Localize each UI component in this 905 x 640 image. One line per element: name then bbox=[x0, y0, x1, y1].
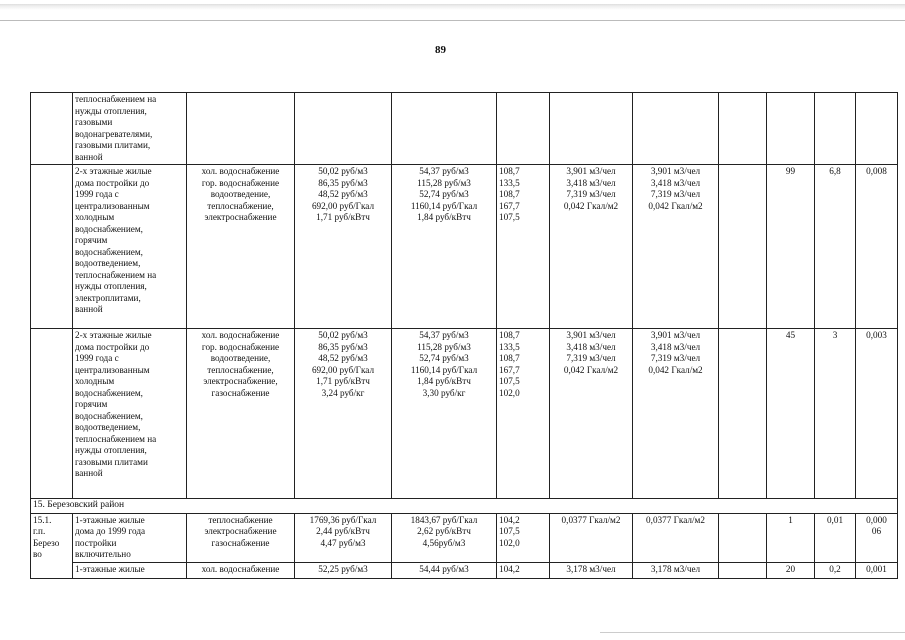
norm-old-cell bbox=[550, 165, 633, 329]
text-line: 1160,14 руб/Гкал bbox=[410, 200, 478, 211]
text-line: холодным bbox=[75, 376, 115, 386]
scan-line bbox=[600, 632, 905, 633]
text-line: 1,71 руб/кВтч bbox=[316, 376, 370, 386]
col-a-cell: 20 bbox=[767, 562, 815, 578]
col-c-cell: 0,003 bbox=[856, 329, 898, 499]
tariff-old-cell bbox=[295, 513, 392, 562]
text-line: горячим bbox=[75, 235, 108, 245]
tariff-new-cell bbox=[392, 329, 497, 499]
text-line: 0,042 Гкал/м2 bbox=[563, 200, 619, 211]
table-row bbox=[31, 329, 898, 499]
text-line: теплоснабжение, bbox=[207, 200, 274, 211]
section-title: 15. Березовский район bbox=[31, 499, 898, 514]
norm-old-cell bbox=[550, 93, 633, 165]
services-cell bbox=[187, 513, 295, 562]
text-line: дома до 1999 года bbox=[75, 526, 146, 536]
tariff-old-cell bbox=[295, 93, 392, 165]
text-line: 1,71 руб/кВтч bbox=[316, 212, 370, 222]
text-line: дома постройки до bbox=[75, 177, 150, 188]
tariff-new-cell: 54,44 руб/м3 bbox=[392, 562, 497, 578]
text-line: водоотведением, bbox=[75, 258, 141, 268]
text-line: 107,5 bbox=[499, 526, 520, 536]
text-line: 1-этажные жилые bbox=[75, 514, 145, 525]
norm-new-cell: 0,0377 Гкал/м2 bbox=[633, 513, 719, 562]
text-line: 3,418 м3/чел bbox=[650, 177, 701, 188]
text-line: 108,7 bbox=[499, 330, 520, 340]
norm-new-cell bbox=[633, 329, 719, 499]
text-line: электроплитами, bbox=[75, 292, 141, 303]
col-c-cell bbox=[856, 93, 898, 165]
scan-edge bbox=[0, 4, 905, 10]
text-line: 1999 года с bbox=[75, 353, 119, 363]
tariff-old-cell bbox=[295, 165, 392, 329]
table-row bbox=[31, 513, 898, 562]
page-number: 89 bbox=[435, 44, 446, 56]
text-line: 3,901 м3/чел bbox=[650, 166, 701, 176]
col-b-cell: 3 bbox=[815, 329, 856, 499]
col-c-cell: 0,001 bbox=[856, 562, 898, 578]
text-line: 50,02 руб/м3 bbox=[318, 166, 368, 176]
text-line: 108,7 bbox=[499, 189, 520, 199]
text-line: газовыми bbox=[75, 117, 113, 127]
empty-cell bbox=[719, 513, 767, 562]
text-line: централизованным bbox=[75, 200, 150, 211]
text-line: 167,7 bbox=[499, 200, 520, 211]
text-line: ванной bbox=[75, 151, 103, 162]
text-line: газоснабжение bbox=[211, 387, 270, 398]
text-line: дома постройки до bbox=[75, 341, 150, 352]
text-line: централизованным bbox=[75, 364, 150, 375]
text-line: водоотведение, bbox=[210, 353, 271, 363]
text-line: 3,418 м3/чел bbox=[566, 177, 616, 188]
text-line: 133,5 bbox=[499, 341, 520, 352]
text-line: нужды отопления, bbox=[75, 281, 147, 291]
text-line: 86,35 руб/м3 bbox=[318, 177, 368, 188]
description-cell bbox=[73, 93, 187, 165]
text-line: 06 bbox=[871, 526, 882, 536]
norm-new-cell bbox=[633, 165, 719, 329]
text-line: 1999 года с bbox=[75, 189, 119, 199]
text-line: 4,47 руб/м3 bbox=[320, 537, 366, 548]
text-line: газоснабжение bbox=[211, 537, 270, 548]
col-a-cell: 99 bbox=[767, 165, 815, 329]
services-cell bbox=[187, 329, 295, 499]
text-line: 107,5 bbox=[499, 376, 520, 386]
text-line: во bbox=[33, 549, 42, 559]
text-line: хол. водоснабжение bbox=[201, 166, 280, 176]
text-line: 3,24 руб/кг bbox=[321, 387, 365, 398]
col-b-cell: 0,01 bbox=[815, 513, 856, 562]
text-line: 54,37 руб/м3 bbox=[419, 166, 469, 176]
text-line: 108,7 bbox=[499, 353, 520, 363]
text-line: 7,319 м3/чел bbox=[566, 189, 616, 199]
number-cell bbox=[31, 329, 73, 499]
text-line: 48,52 руб/м3 bbox=[318, 189, 368, 199]
text-line: ванной bbox=[75, 468, 103, 478]
col-a-cell bbox=[767, 93, 815, 165]
text-line: 3,901 м3/чел bbox=[566, 166, 616, 176]
section-row bbox=[31, 499, 898, 514]
text-line: 7,319 м3/чел bbox=[650, 189, 701, 199]
text-line: 15.1. bbox=[33, 514, 52, 525]
text-line: электроснабжение bbox=[204, 212, 277, 222]
services-cell bbox=[187, 93, 295, 165]
services-cell: хол. водоснабжение bbox=[187, 562, 295, 578]
col-a-cell: 45 bbox=[767, 329, 815, 499]
col-b-cell: 6,8 bbox=[815, 165, 856, 329]
norm-old-cell bbox=[550, 329, 633, 499]
text-line: включительно bbox=[75, 549, 131, 559]
text-line: теплоснабжением на bbox=[75, 433, 157, 444]
number-cell bbox=[31, 165, 73, 329]
text-line: водоотведением, bbox=[75, 422, 141, 432]
norm-new-cell bbox=[633, 93, 719, 165]
index-cell bbox=[497, 165, 550, 329]
text-line: 50,02 руб/м3 bbox=[318, 330, 368, 340]
text-line: 7,319 м3/чел bbox=[650, 353, 701, 363]
table-row bbox=[31, 165, 898, 329]
text-line: 3,418 м3/чел bbox=[650, 341, 701, 352]
tariff-new-cell bbox=[392, 165, 497, 329]
tariff-old-cell: 52,25 руб/м3 bbox=[295, 562, 392, 578]
text-line: газовыми плитами bbox=[75, 456, 148, 467]
text-line: 3,901 м3/чел bbox=[650, 330, 701, 340]
text-line: 104,2 bbox=[499, 514, 520, 525]
description-cell: 1-этажные жилые bbox=[73, 562, 187, 578]
norm-old-cell: 3,178 м3/чел bbox=[550, 562, 633, 578]
text-line: 86,35 руб/м3 bbox=[318, 341, 368, 352]
text-line: водоснабжением, bbox=[75, 246, 143, 257]
text-line: газовыми плитами, bbox=[75, 140, 151, 150]
text-line: 1843,67 руб/Гкал bbox=[410, 514, 478, 525]
text-line: водоотведение, bbox=[210, 189, 271, 199]
text-line: 108,7 bbox=[499, 166, 520, 176]
text-line: гор. водоснабжение bbox=[201, 341, 280, 352]
text-line: Березо bbox=[33, 537, 60, 548]
empty-cell bbox=[719, 329, 767, 499]
text-line: 1,84 руб/кВтч bbox=[417, 212, 471, 222]
text-line: 102,0 bbox=[499, 387, 520, 398]
text-line: водоснабжением, bbox=[75, 223, 143, 234]
text-line: постройки bbox=[75, 537, 117, 548]
tariff-new-cell bbox=[392, 93, 497, 165]
text-line: 102,0 bbox=[499, 537, 520, 548]
scan-line bbox=[0, 20, 905, 21]
tariff-table bbox=[30, 92, 898, 579]
description-cell bbox=[73, 513, 187, 562]
col-c-cell: 0,008 bbox=[856, 165, 898, 329]
index-cell bbox=[497, 513, 550, 562]
text-line: 1769,36 руб/Гкал bbox=[309, 514, 377, 525]
tariff-old-cell bbox=[295, 329, 392, 499]
text-line: 3,30 руб/кг bbox=[422, 387, 466, 398]
index-cell: 104,2 bbox=[497, 562, 550, 578]
tariff-new-cell bbox=[392, 513, 497, 562]
col-c-cell bbox=[856, 513, 898, 562]
text-line: 1160,14 руб/Гкал bbox=[410, 364, 478, 375]
text-line: 3,418 м3/чел bbox=[566, 341, 616, 352]
text-line: электроснабжение, bbox=[203, 376, 278, 386]
norm-new-cell: 3,178 м3/чел bbox=[633, 562, 719, 578]
text-line: теплоснабжением на bbox=[75, 269, 157, 280]
text-line: водоснабжением, bbox=[75, 410, 143, 421]
text-line: 692,00 руб/Гкал bbox=[311, 364, 375, 375]
col-b-cell bbox=[815, 93, 856, 165]
text-line: 1,84 руб/кВтч bbox=[417, 376, 471, 386]
text-line: 133,5 bbox=[499, 177, 520, 188]
norm-old-cell: 0,0377 Гкал/м2 bbox=[550, 513, 633, 562]
index-cell bbox=[497, 93, 550, 165]
text-line: 0,000 bbox=[866, 514, 887, 525]
text-line: 0,042 Гкал/м2 bbox=[648, 200, 703, 211]
description-cell bbox=[73, 329, 187, 499]
text-line: 692,00 руб/Гкал bbox=[311, 200, 375, 211]
text-line: теплоснабжение, bbox=[207, 364, 274, 375]
text-line: 48,52 руб/м3 bbox=[318, 353, 368, 363]
col-a-cell: 1 bbox=[767, 513, 815, 562]
text-line: нужды отопления, bbox=[75, 105, 147, 116]
text-line: гор. водоснабжение bbox=[201, 177, 280, 188]
col-b-cell: 0,2 bbox=[815, 562, 856, 578]
text-line: 52,74 руб/м3 bbox=[419, 189, 469, 199]
text-line: ванной bbox=[75, 304, 103, 314]
text-line: горячим bbox=[75, 399, 108, 409]
index-cell bbox=[497, 329, 550, 499]
text-line: электроснабжение bbox=[204, 526, 277, 536]
text-line: 167,7 bbox=[499, 364, 520, 375]
text-line: 4,56руб/м3 bbox=[422, 537, 466, 548]
text-line: 3,901 м3/чел bbox=[566, 330, 616, 340]
text-line: нужды отопления, bbox=[75, 445, 147, 455]
number-cell bbox=[31, 93, 73, 165]
text-line: 115,28 руб/м3 bbox=[417, 341, 471, 352]
text-line: 2-х этажные жилые bbox=[75, 330, 152, 340]
description-cell bbox=[73, 165, 187, 329]
number-cell bbox=[31, 513, 73, 578]
table-row bbox=[31, 562, 898, 578]
text-line: 7,319 м3/чел bbox=[566, 353, 616, 363]
text-line: 52,74 руб/м3 bbox=[419, 353, 469, 363]
text-line: 0,042 Гкал/м2 bbox=[648, 364, 703, 375]
text-line: теплоснабжение bbox=[208, 514, 273, 525]
text-line: 107,5 bbox=[499, 212, 520, 222]
text-line: хол. водоснабжение bbox=[201, 330, 280, 340]
table-row bbox=[31, 93, 898, 165]
empty-cell bbox=[719, 165, 767, 329]
text-line: теплоснабжением на bbox=[75, 94, 157, 104]
text-line: 0,042 Гкал/м2 bbox=[563, 364, 619, 375]
text-line: 115,28 руб/м3 bbox=[417, 177, 471, 188]
empty-cell bbox=[719, 562, 767, 578]
services-cell bbox=[187, 165, 295, 329]
text-line: г.п. bbox=[33, 526, 46, 536]
text-line: водоснабжением, bbox=[75, 387, 143, 398]
text-line: 2,44 руб/кВтч bbox=[316, 526, 370, 536]
text-line: водонагревателями, bbox=[75, 128, 153, 139]
text-line: 2-х этажные жилые bbox=[75, 166, 152, 176]
text-line: 2,62 руб/кВтч bbox=[417, 526, 471, 536]
text-line: холодным bbox=[75, 212, 115, 222]
text-line: 54,37 руб/м3 bbox=[419, 330, 469, 340]
empty-cell bbox=[719, 93, 767, 165]
